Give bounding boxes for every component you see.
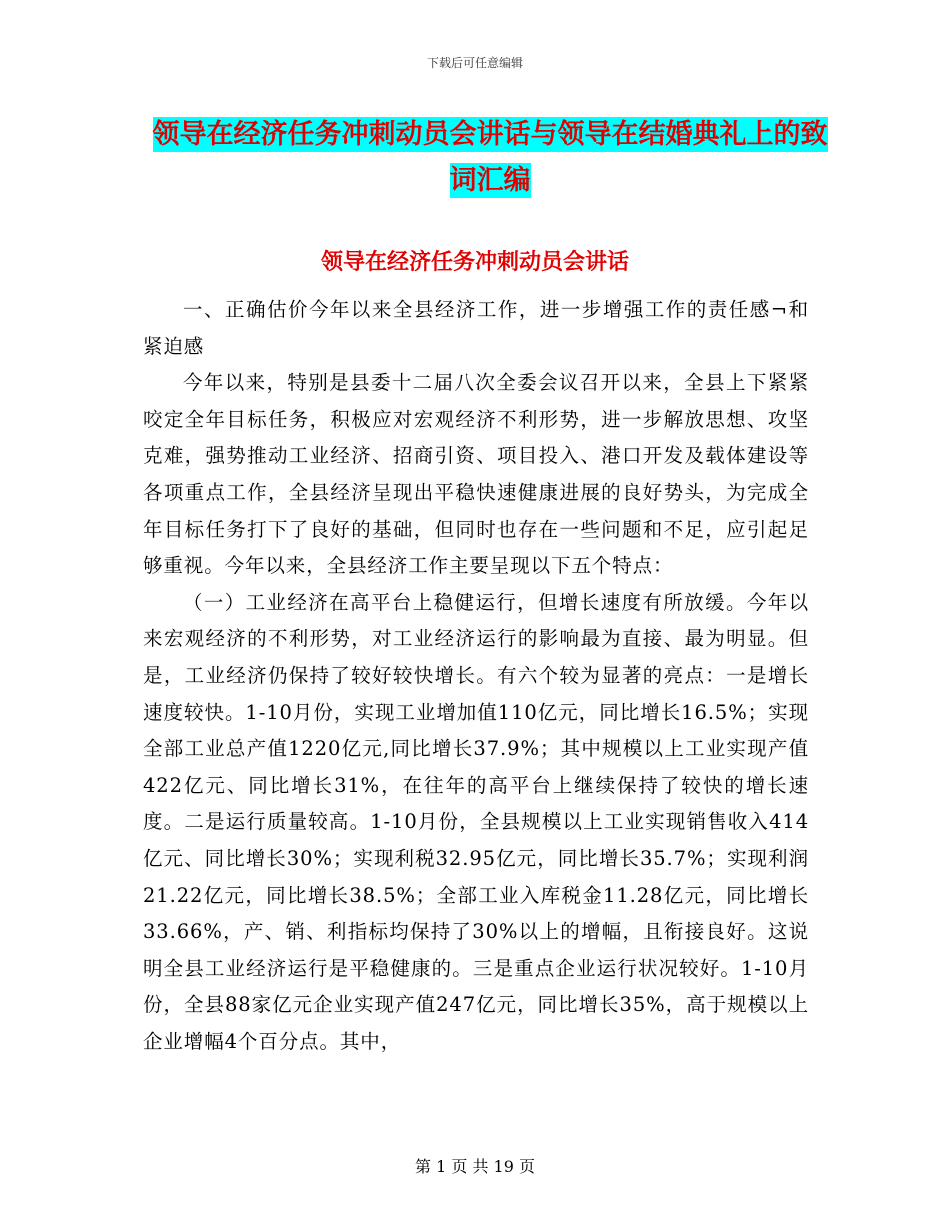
- document-body: [143, 292, 809, 1060]
- document-title: [140, 112, 840, 204]
- section-title: 领导在经济任务冲刺动员会讲话: [320, 250, 629, 275]
- page-footer: 第 1 页 共 19 页: [415, 1157, 535, 1176]
- paragraph-heading: 一、正确估价今年以来全县经济工作，进一步增强工作的责任感¬和紧迫感: [143, 298, 809, 358]
- document-title-text: 领导在经济任务冲刺动员会讲话与领导在结婚典礼上的致词汇编: [152, 119, 828, 196]
- paragraph: 今年以来，特别是县委十二届八次全委会议召开以来，全县上下紧紧咬定全年目标任务，积极应对宏观经济不利形势，进一步解放思想、攻坚克难，强势推动工业经济、招商引资、项目投入、港口开发及载体建设等各项重点工作，全县经济呈现出平稳快速健康进展的良好势头，为完成全年目标任务打下了良好的基础，但同时也存在一些问题和不足，应引起足够重视。今年以来，全县经济工作主要呈现以下五个特点：: [143, 371, 809, 578]
- paragraph: （一）工业经济在高平台上稳健运行，但增长速度有所放缓。今年以来宏观经济的不利形势，对工业经济运行的影响最为直接、最为明显。但是，工业经济仍保持了较好较快增长。有六个较为显著的亮点：一是增长速度较快。1-10月份，实现工业增加值110亿元，同比增长16.5%；实现全部工业总产值1220亿元,同比增长37.9%；其中规模以上工业实现产值422亿元、同比增长31%，在往年的高平台上继续保持了较快的增长速度。二是运行质量较高。1-10月份，全县规模以上工业实现销售收入414亿元、同比增长30%；实现利税32.95亿元，同比增长35.7%；实现利润21.22亿元，同比增长38.5%；全部工业入库税金11.28亿元，同比增长33.66%，产、销、利指标均保持了30%以上的增幅，且衔接良好。这说明全县工业经济运行是平稳健康的。三是重点企业运行状况较好。1-10月份，全县88家亿元企业实现产值247亿元，同比增长35%，高于规模以上企业增幅4个百分点。其中，: [143, 590, 809, 1053]
- page-header-note: 下载后可任意编辑: [426, 56, 523, 70]
